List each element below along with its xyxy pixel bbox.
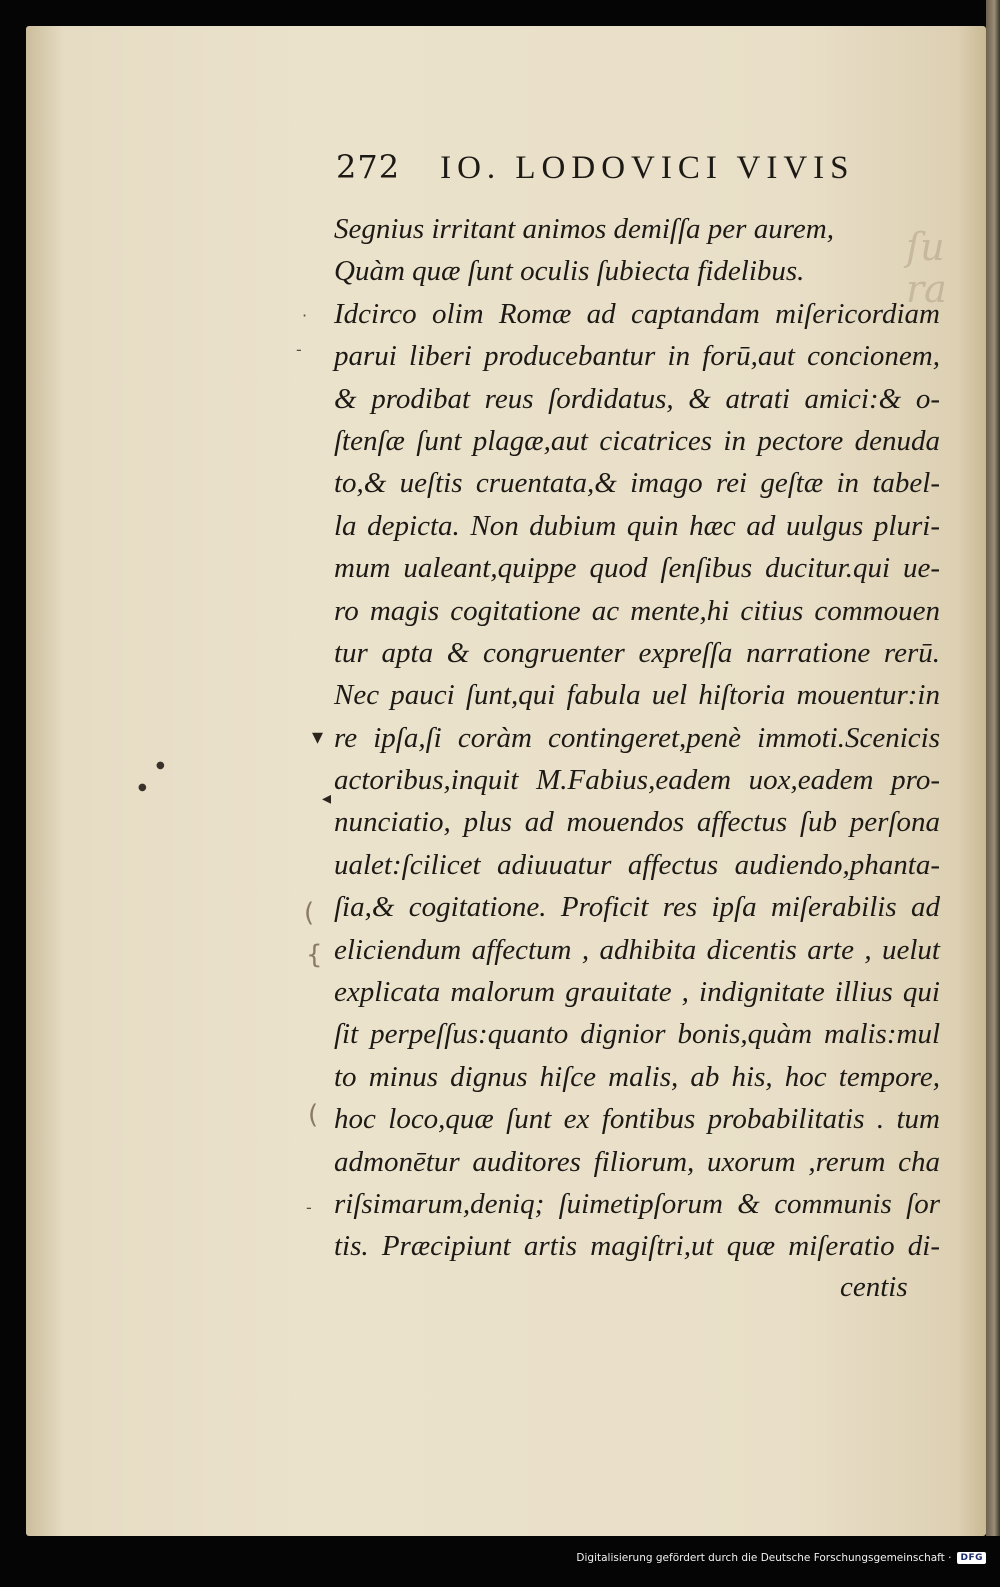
text-line: & prodibat reus ſordidatus, & atrati amici:& o- [334, 382, 940, 415]
text-line: ſtenſæ ſunt plagæ,aut cicatrices in pectore denuda [334, 424, 940, 457]
dfg-logo: DFG [957, 1552, 986, 1564]
text-line: tur apta & congruenter expreſſa narratione rerū. [334, 636, 940, 669]
margin-mark: · [302, 306, 308, 325]
margin-mark: ◂ [322, 788, 332, 809]
text-line: Segnius irritant animos demiſſa per aurem, [334, 213, 834, 245]
text-line: ſit perpeſſus:quanto dignior bonis,quàm malis:mul [334, 1018, 940, 1051]
ink-spot: ● [156, 760, 165, 771]
bleed-through: ſu ra [906, 225, 947, 311]
text-line: re ipſa,ſi coràm contingeret,penè immoti.Scenicis [334, 721, 940, 754]
text-line: to,& ueſtis cruentata,& imago rei geſtæ in tabel- [334, 467, 940, 500]
running-head [336, 148, 896, 192]
margin-mark: { [306, 940, 323, 970]
text-line: riſsimarum,deniq; ſuimetipſorum & communis ſor [334, 1187, 940, 1220]
text-line: Idcirco olim Romæ ad captandam miſericordiam [334, 297, 940, 330]
text-line: nunciatio, plus ad mouendos affectus ſub perſona [334, 806, 940, 839]
text-line: ualet:ſcilicet adiuuatur affectus audiendo,phanta- [334, 848, 940, 881]
margin-mark: - [296, 340, 302, 359]
text-line: parui liberi producebantur in forū,aut concionem, [334, 340, 940, 373]
text-line: Quàm quæ ſunt oculis ſubiecta fidelibus. [334, 255, 805, 288]
margin-mark: ▾ [312, 725, 324, 750]
text-line: ſia,& cogitatione. Proficit res ipſa miſerabilis ad [334, 891, 940, 924]
text-line: ro magis cogitatione ac mente,hi citius commouen [334, 594, 940, 627]
body-text [334, 208, 940, 1268]
page-number: 272 [336, 148, 401, 186]
text-line: eliciendum affectum , adhibita dicentis arte , uelut [334, 933, 940, 966]
text-line: la depicta. Non dubium quin hæc ad uulgus pluri- [334, 509, 940, 542]
margin-mark: - [306, 1198, 312, 1217]
footer-credit [0, 1548, 1000, 1568]
text-line: tis. Præcipiunt artis magiſtri,ut quæ miſeratio di- [334, 1230, 940, 1263]
text-line: explicata malorum grauitate , indignitate illius qui [334, 976, 940, 1009]
text-line: actoribus,inquit M.Fabius,eadem uox,eadem pro- [334, 764, 940, 797]
author-heading: IO. LODOVICI VIVIS [440, 150, 855, 186]
page-edge [986, 0, 1000, 1536]
text-line: Nec pauci ſunt,qui fabula uel hiſtoria mouentur:in [334, 679, 940, 712]
ink-spot: ● [138, 782, 147, 793]
text-line: mum ualeant,quippe quod ſenſibus ducitur.qui ue- [334, 552, 940, 585]
text-line: to minus dignus hiſce malis, ab his, hoc tempore, [334, 1060, 940, 1093]
margin-mark: ( [308, 1100, 319, 1130]
margin-mark: ( [304, 898, 315, 928]
catchword: centis [840, 1271, 908, 1303]
text-line: admonētur auditores filiorum, uxorum ,rerum cha [334, 1145, 940, 1178]
text-line: hoc loco,quæ ſunt ex fontibus probabilitatis . tum [334, 1103, 940, 1136]
credit-text: Digitalisierung gefördert durch die Deutsche Forschungsgemeinschaft · [576, 1552, 952, 1564]
